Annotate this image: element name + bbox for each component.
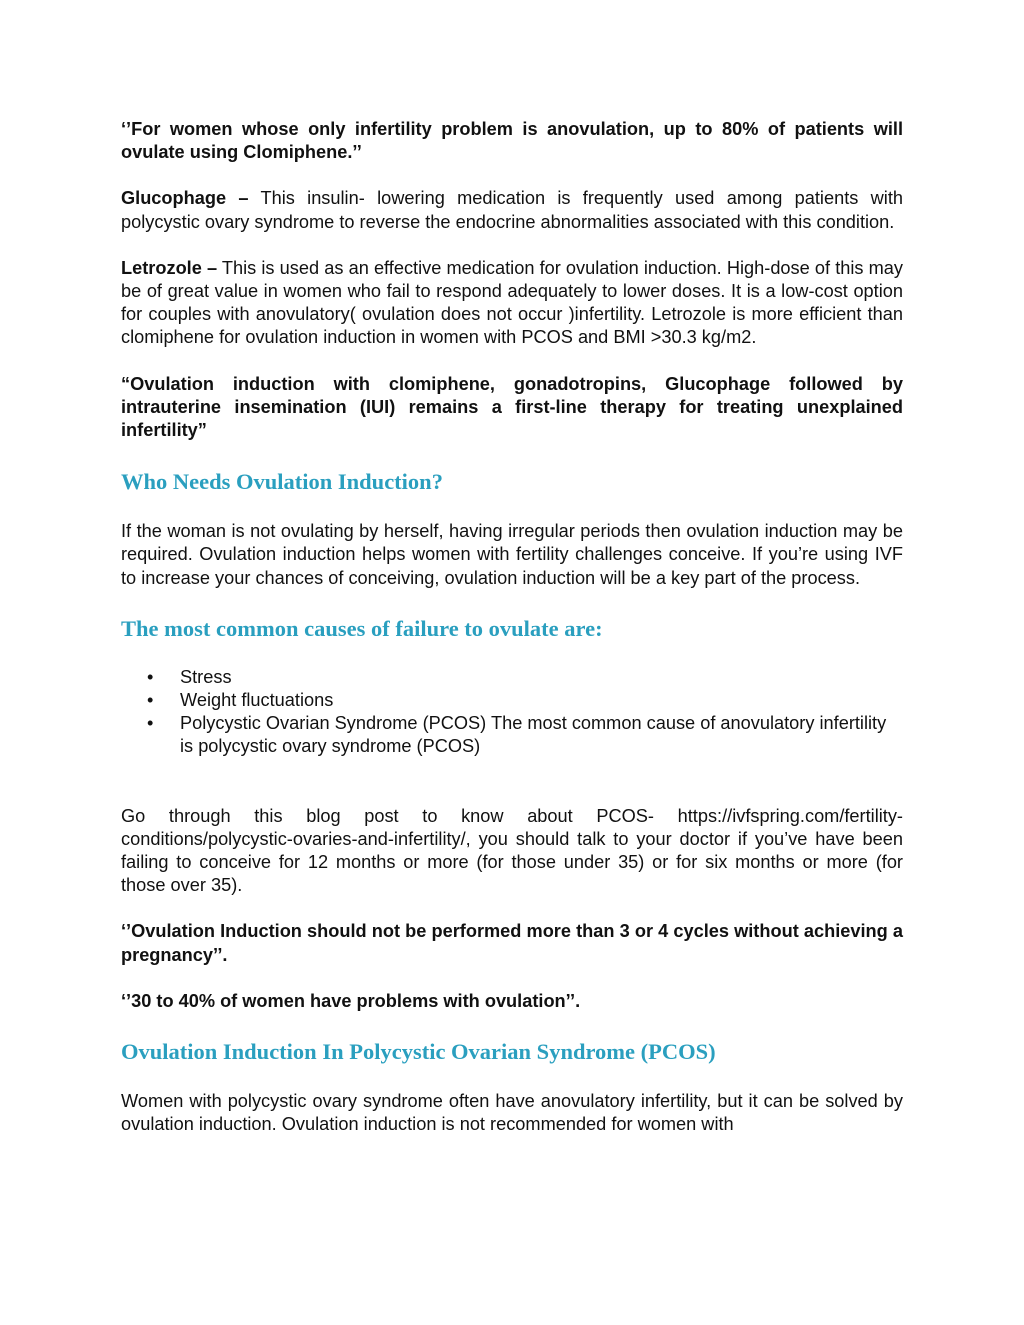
bullet-icon: • bbox=[147, 666, 154, 687]
document-page bbox=[121, 118, 903, 1136]
heading-pcos-induction: Ovulation Induction In Polycystic Ovarian Syndrome (PCOS) bbox=[121, 1039, 716, 1065]
quote-clomiphene: ‘’For women whose only infertility problem is anovulation, up to 80% of patients will ovulate using Clomiphene.’’ bbox=[121, 119, 903, 163]
list-item bbox=[147, 666, 903, 689]
list-item-text: Weight fluctuations bbox=[180, 690, 334, 711]
paragraph-pcos: Women with polycystic ovary syndrome often have anovulatory infertility, but it can be solved by ovulation induction. Ovulation induction is not recommended for women with bbox=[121, 1091, 903, 1135]
quote-cycles-limit: ‘’Ovulation Induction should not be performed more than 3 or 4 cycles without achieving a pregnancy’’. bbox=[121, 921, 903, 965]
quote-ovulation-problems: ‘’30 to 40% of women have problems with ovulation’’. bbox=[121, 990, 581, 1011]
paragraph-blog-link: Go through this blog post to know about PCOS- https://ivfspring.com/fertility-conditions/polycystic-ovaries-and-infertility/, you should talk to your doctor if you’ve have been failing to conceive for 12 months or more (for those under 35) or for six months or more (for those over 35). bbox=[121, 805, 903, 896]
quote-first-line-therapy: “Ovulation induction with clomiphene, gonadotropins, Glucophage followed by intrauterine insemination (IUI) remains a first-line therapy for treating unexplained infertility” bbox=[121, 373, 903, 441]
text-glucophage: This insulin- lowering medication is frequently used among patients with polycystic ovary syndrome to reverse the endocrine abnormalities associated with this condition. bbox=[121, 188, 903, 232]
list-item-text: Stress bbox=[180, 666, 232, 687]
heading-common-causes: The most common causes of failure to ovulate are: bbox=[121, 615, 603, 641]
causes-list bbox=[121, 666, 903, 759]
list-item bbox=[147, 712, 903, 758]
paragraph-glucophage bbox=[121, 187, 903, 233]
heading-who-needs: Who Needs Ovulation Induction? bbox=[121, 469, 443, 495]
list-item bbox=[147, 689, 903, 712]
paragraph-letrozole bbox=[121, 257, 903, 350]
bullet-icon: • bbox=[147, 690, 154, 711]
bullet-icon: • bbox=[147, 713, 154, 734]
text-letrozole: This is used as an effective medication for ovulation induction. High-dose of this may be of great value in women who fail to respond adequately to lower doses. It is a low-cost option for couples with anovulatory( ovulation does not occur )infertility. Letrozole is more efficient than clomiphene for ovulation induction in women with PCOS and BMI >30.3 kg/m2. bbox=[121, 257, 903, 348]
list-item-text: Polycystic Ovarian Syndrome (PCOS) The most common cause of anovulatory infertility is polycystic ovary syndrome (PCOS) bbox=[180, 713, 887, 757]
term-glucophage: Glucophage – bbox=[121, 188, 249, 209]
term-letrozole: Letrozole – bbox=[121, 257, 218, 278]
paragraph-who-needs: If the woman is not ovulating by herself, having irregular periods then ovulation induction may be required. Ovulation induction helps women with fertility challenges conceive. If you’re using IVF to increase your chances of conceiving, ovulation induction will be a key part of the process. bbox=[121, 521, 903, 588]
